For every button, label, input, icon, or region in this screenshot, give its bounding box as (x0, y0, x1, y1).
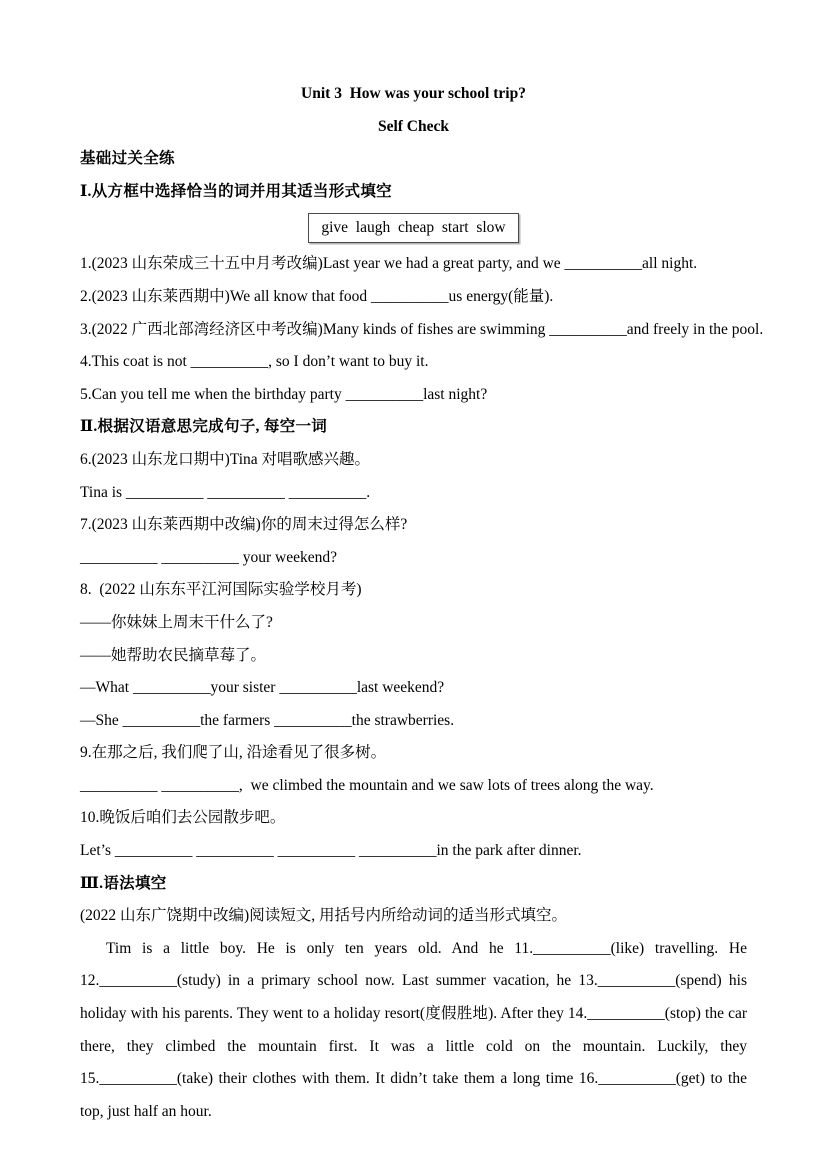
part2-line-q6: 6.(2023 山东龙口期中)Tina 对唱歌感兴趣。 (80, 450, 371, 468)
question-line-5: 5.Can you tell me when the birthday party __________last night? (80, 385, 488, 403)
part2-heading: Ⅱ.根据汉语意思完成句子, 每空一词 (80, 418, 328, 436)
part2-line-q8-en1: —What __________your sister __________last weekend? (80, 679, 445, 697)
word-bank-box: give laugh cheap start slow (308, 213, 518, 243)
word-bank-row (80, 208, 747, 248)
question-line-2: 2.(2023 山东莱西期中)We all know that food __________us energy(能量). (80, 287, 554, 305)
passage-paragraph: Tim is a little boy. He is only ten years old. And he 11.__________(like) travelling. He 12.__________(study) in a primary school now. Last summer vacation, he 13.__________(spend) his holiday with his parents. They went to a holiday resort(度假胜地). After they 14.__________(stop) the car there, they climbed the mountain first. It was a little cold on the mountain. Luckily, they 15.__________(take) their clothes with them. It didn’t take them a long time 16.__________(get) to the top, just half an hour. (80, 939, 747, 1120)
page-subtitle: Self Check (377, 117, 450, 135)
part2-line-q8-cn2: ——她帮助农民摘草莓了。 (80, 646, 267, 664)
part1-heading: Ⅰ.从方框中选择恰当的词并用其适当形式填空 (80, 182, 392, 200)
question-line-4: 4.This coat is not __________, so I don’t want to buy it. (80, 353, 429, 371)
part2-line-q9-answer: __________ __________, we climbed the mountain and we saw lots of trees along the way. (80, 776, 654, 794)
part2-line-q6-answer: Tina is __________ __________ __________. (80, 483, 371, 501)
part2-line-q9: 9.在那之后, 我们爬了山, 沿途看见了很多树。 (80, 744, 387, 762)
part3-heading: Ⅲ.语法填空 (80, 874, 167, 892)
question-line-3: 3.(2022 广西北部湾经济区中考改编)Many kinds of fishes are swimming __________and freely in the pool. (80, 320, 764, 338)
part2-line-q8: 8. (2022 山东东平江河国际实验学校月考) (80, 581, 362, 599)
part2-line-q8-en2: —She __________the farmers __________the strawberries. (80, 711, 455, 729)
part2-line-q7: 7.(2023 山东莱西期中改编)你的周末过得怎么样? (80, 516, 408, 534)
section-banner: 基础过关全练 (80, 150, 175, 168)
part2-line-q8-cn1: ——你妹妹上周末干什么了? (80, 613, 273, 631)
part2-line-q7-answer: __________ __________ your weekend? (80, 548, 337, 566)
page-title: Unit 3 How was your school trip? (301, 85, 526, 102)
part3-intro: (2022 山东广饶期中改编)阅读短文, 用括号内所给动词的适当形式填空。 (80, 907, 567, 925)
part2-line-q10: 10.晚饭后咱们去公园散步吧。 (80, 809, 286, 827)
part2-line-q10-answer: Let’s __________ __________ __________ __________in the park after dinner. (80, 842, 582, 860)
question-line-1: 1.(2023 山东荣成三十五中月考改编)Last year we had a great party, and we __________all night. (80, 255, 698, 273)
